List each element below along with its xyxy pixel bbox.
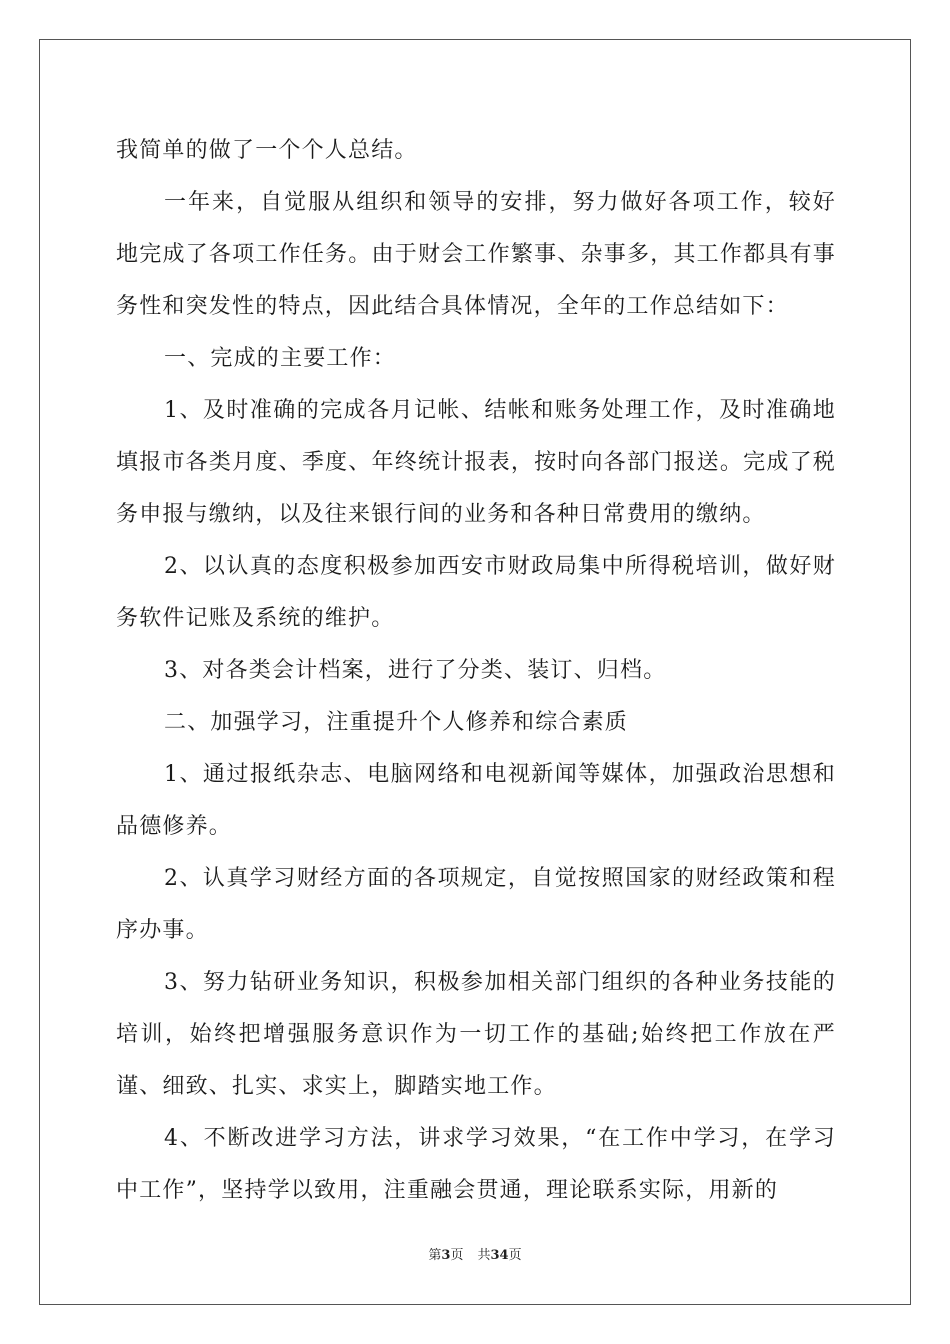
page-number: 3 [441, 1248, 451, 1263]
paragraph: 1、通过报纸杂志、电脑网络和电视新闻等媒体，加强政治思想和品德修养。 [116, 762, 836, 839]
paragraph: 3、努力钻研业务知识，积极参加相关部门组织的各种业务技能的培训，始终把增强服务意识作为一切工作的基础;始终把工作放在严谨、细致、扎实、求实上，脚踏实地工作。 [116, 970, 836, 1099]
total-suffix: 页 [508, 1248, 522, 1263]
paragraph: 3、对各类会计档案，进行了分类、装订、归档。 [164, 658, 667, 683]
paragraph: 2、认真学习财经方面的各项规定，自觉按照国家的财经政策和程序办事。 [116, 866, 836, 943]
page-prefix: 第 [428, 1248, 442, 1263]
page-indicator [428, 1248, 463, 1263]
section-heading: 一、完成的主要工作： [164, 346, 397, 371]
page-footer [0, 1244, 950, 1263]
paragraph: 1、及时准确的完成各月记帐、结帐和账务处理工作，及时准确地填报市各类月度、季度、年终统计报表，按时向各部门报送。完成了税务申报与缴纳，以及往来银行间的业务和各种日常费用的缴纳。 [116, 398, 836, 527]
total-pages-indicator [477, 1248, 521, 1263]
paragraph: 2、以认真的态度积极参加西安市财政局集中所得税培训，做好财务软件记账及系统的维护。 [116, 554, 836, 631]
page-suffix: 页 [450, 1248, 464, 1263]
total-pages: 34 [490, 1248, 509, 1263]
paragraph: 我简单的做了一个个人总结。 [116, 138, 418, 163]
total-prefix: 共 [477, 1248, 491, 1263]
paragraph: 一年来，自觉服从组织和领导的安排，努力做好各项工作，较好地完成了各项工作任务。由于财会工作繁事、杂事多，其工作都具有事务性和突发性的特点，因此结合具体情况，全年的工作总结如下： [116, 190, 836, 319]
paragraph: 4、不断改进学习方法，讲求学习效果，“在工作中学习，在学习中工作”，坚持学以致用，注重融会贯通，理论联系实际，用新的 [116, 1126, 836, 1203]
document-body [116, 125, 836, 1217]
section-heading: 二、加强学习，注重提升个人修养和综合素质 [164, 710, 629, 735]
